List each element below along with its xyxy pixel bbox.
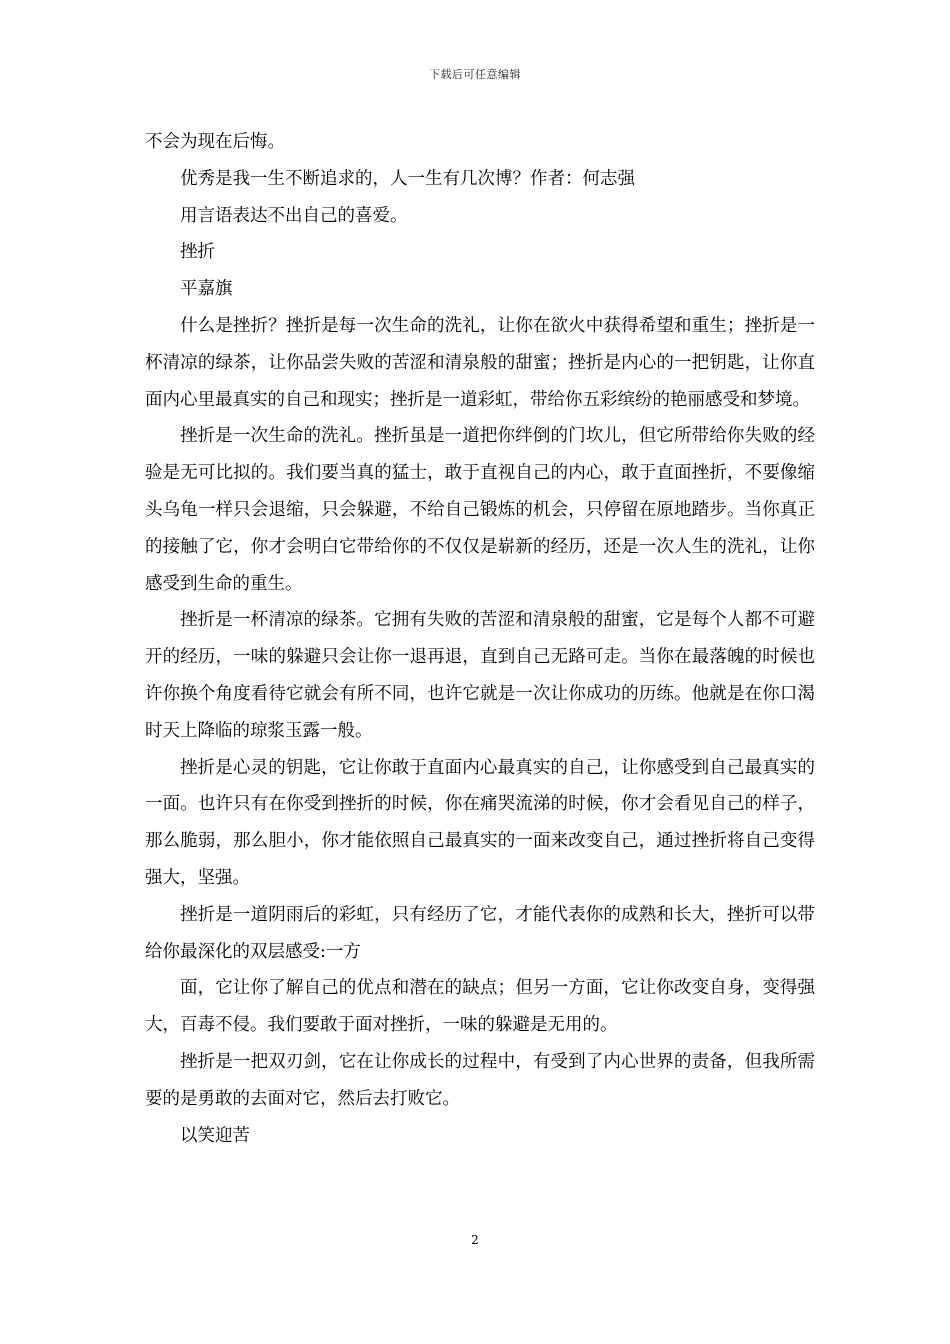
page-number: 2 — [471, 1233, 479, 1247]
document-body — [145, 124, 815, 1154]
section-title: 以笑迎苦 — [180, 1125, 250, 1146]
paragraph: 优秀是我一生不断追求的，人一生有几次博？作者：何志强 — [180, 168, 635, 189]
paragraph: 什么是挫折？挫折是每一次生命的洗礼，让你在欲火中获得希望和重生；挫折是一杯清凉的绿茶，让你品尝失败的苦涩和清泉般的甜蜜；挫折是内心的一把钥匙，让你直面内心里最真实的自己和现实；挫折是一道彩虹，带给你五彩缤纷的艳丽感受和梦境。 — [145, 315, 815, 410]
paragraph: 挫折是心灵的钥匙，它让你敢于直面内心最真实的自己，让你感受到自己最真实的一面。也许只有在你受到挫折的时候，你在痛哭流涕的时候，你才会看见自己的样子，那么脆弱，那么胆小，你才能依照自己最真实的一面来改变自己，通过挫折将自己变得强大，坚强。 — [145, 757, 815, 888]
paragraph: 挫折是一次生命的洗礼。挫折虽是一道把你绊倒的门坎儿，但它所带给你失败的经验是无可比拟的。我们要当真的猛士，敢于直视自己的内心，敢于直面挫折，不要像缩头乌龟一样只会退缩，只会躲避，不给自己锻炼的机会，只停留在原地踏步。当你真正的接触了它，你才会明白它带给你的不仅仅是崭新的经历，还是一次人生的洗礼，让你感受到生命的重生。 — [145, 426, 815, 594]
section-title: 挫折 — [180, 242, 215, 263]
page-header-note: 下载后可任意编辑 — [429, 68, 521, 81]
author-name: 平嘉旗 — [180, 279, 233, 300]
paragraph: 用言语表达不出自己的喜爱。 — [180, 205, 408, 226]
paragraph: 挫折是一把双刃剑，它在让你成长的过程中，有受到了内心世界的责备，但我所需要的是勇敢的去面对它，然后去打败它。 — [145, 1051, 815, 1109]
paragraph: 挫折是一道阴雨后的彩虹，只有经历了它，才能代表你的成熟和长大，挫折可以带给你最深化的双层感受:一方 — [145, 904, 815, 962]
paragraph: 面，它让你了解自己的优点和潜在的缺点；但另一方面，它让你改变自身，变得强大，百毒不侵。我们要敢于面对挫折，一味的躲避是无用的。 — [145, 978, 815, 1036]
paragraph: 挫折是一杯清凉的绿茶。它拥有失败的苦涩和清泉般的甜蜜，它是每个人都不可避开的经历，一味的躲避只会让你一退再退，直到自己无路可走。当你在最落魄的时候也许你换个角度看待它就会有所不同，也许它就是一次让你成功的历练。他就是在你口渴时天上降临的琼浆玉露一般。 — [145, 610, 815, 741]
paragraph: 不会为现在后悔。 — [145, 132, 285, 152]
